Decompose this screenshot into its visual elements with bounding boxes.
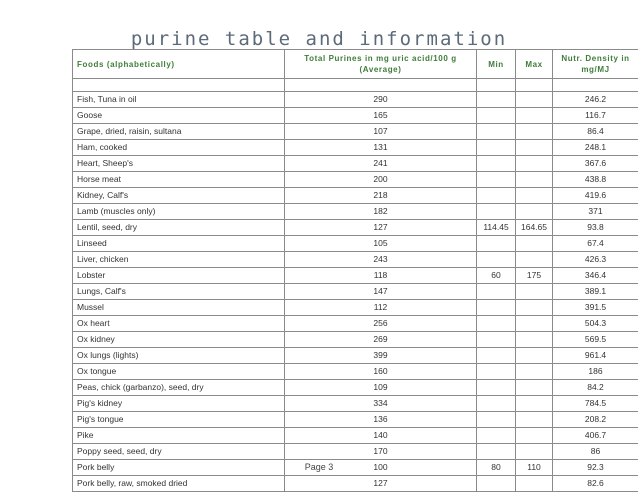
cell-min — [477, 364, 516, 380]
cell-nutr-density: 504.3 — [553, 316, 638, 332]
purine-table — [72, 49, 638, 492]
cell-min — [477, 108, 516, 124]
header-min: Min — [477, 50, 516, 79]
cell-food: Ox kidney — [73, 332, 285, 348]
cell-nutr-density: 84.2 — [553, 380, 638, 396]
cell-min — [477, 428, 516, 444]
table-row — [73, 364, 638, 380]
header-row — [73, 50, 638, 79]
table-row — [73, 92, 638, 108]
cell-max — [516, 108, 553, 124]
cell-food: Peas, chick (garbanzo), seed, dry — [73, 380, 285, 396]
cell-max: 164.65 — [516, 220, 553, 236]
cell-nutr-density: 389.1 — [553, 284, 638, 300]
blank-row — [73, 79, 638, 92]
cell-min — [477, 124, 516, 140]
cell-nutr-density: 367.6 — [553, 156, 638, 172]
cell-total-purines: 147 — [285, 284, 477, 300]
cell-total-purines: 105 — [285, 236, 477, 252]
cell-food: Lentil, seed, dry — [73, 220, 285, 236]
cell-max — [516, 124, 553, 140]
table-row — [73, 140, 638, 156]
cell-food: Kidney, Calf's — [73, 188, 285, 204]
table-row — [73, 284, 638, 300]
table-row — [73, 108, 638, 124]
cell-total-purines: 140 — [285, 428, 477, 444]
cell-nutr-density: 371 — [553, 204, 638, 220]
cell-min — [477, 332, 516, 348]
table-row — [73, 476, 638, 492]
cell-max — [516, 156, 553, 172]
cell-min — [477, 140, 516, 156]
table-row — [73, 332, 638, 348]
cell-nutr-density: 346.4 — [553, 268, 638, 284]
cell-nutr-density: 426.3 — [553, 252, 638, 268]
cell-min — [477, 236, 516, 252]
cell-total-purines: 290 — [285, 92, 477, 108]
cell-nutr-density: 82.6 — [553, 476, 638, 492]
cell-min — [477, 172, 516, 188]
blank-cell — [285, 79, 477, 92]
header-nutr-density: Nutr. Density in mg/MJ — [553, 50, 638, 79]
cell-max — [516, 348, 553, 364]
cell-nutr-density: 569.5 — [553, 332, 638, 348]
page-number: Page 3 — [304, 462, 334, 472]
cell-max — [516, 172, 553, 188]
cell-food: Pike — [73, 428, 285, 444]
cell-max — [516, 332, 553, 348]
cell-max — [516, 316, 553, 332]
cell-max — [516, 396, 553, 412]
table-row — [73, 188, 638, 204]
cell-nutr-density: 961.4 — [553, 348, 638, 364]
blank-cell — [477, 79, 516, 92]
header-max: Max — [516, 50, 553, 79]
cell-food: Ox tongue — [73, 364, 285, 380]
table-row — [73, 396, 638, 412]
cell-food: Ox lungs (lights) — [73, 348, 285, 364]
blank-cell — [553, 79, 638, 92]
cell-total-purines: 269 — [285, 332, 477, 348]
table-row — [73, 412, 638, 428]
cell-min: 60 — [477, 268, 516, 284]
table-row — [73, 220, 638, 236]
cell-total-purines: 165 — [285, 108, 477, 124]
table-row — [73, 252, 638, 268]
cell-food: Pig's kidney — [73, 396, 285, 412]
cell-total-purines: 334 — [285, 396, 477, 412]
page-title: purine table and information — [130, 28, 508, 50]
cell-total-purines: 118 — [285, 268, 477, 284]
cell-nutr-density: 248.1 — [553, 140, 638, 156]
table-row — [73, 300, 638, 316]
cell-nutr-density: 208.2 — [553, 412, 638, 428]
cell-total-purines: 218 — [285, 188, 477, 204]
cell-food: Ham, cooked — [73, 140, 285, 156]
cell-min — [477, 252, 516, 268]
cell-nutr-density: 186 — [553, 364, 638, 380]
cell-food: Poppy seed, seed, dry — [73, 444, 285, 460]
cell-total-purines: 160 — [285, 364, 477, 380]
cell-total-purines: 127 — [285, 220, 477, 236]
cell-nutr-density: 391.5 — [553, 300, 638, 316]
cell-food: Goose — [73, 108, 285, 124]
cell-total-purines: 136 — [285, 412, 477, 428]
table-row — [73, 156, 638, 172]
table-row — [73, 124, 638, 140]
blank-cell — [73, 79, 285, 92]
cell-nutr-density: 67.4 — [553, 236, 638, 252]
cell-nutr-density: 438.8 — [553, 172, 638, 188]
table-row — [73, 348, 638, 364]
cell-min — [477, 204, 516, 220]
cell-total-purines: 182 — [285, 204, 477, 220]
cell-max — [516, 252, 553, 268]
table-row — [73, 444, 638, 460]
cell-min — [477, 188, 516, 204]
cell-max — [516, 444, 553, 460]
table-row — [73, 204, 638, 220]
cell-max — [516, 284, 553, 300]
cell-food: Pork belly, raw, smoked dried — [73, 476, 285, 492]
table-row — [73, 268, 638, 284]
cell-nutr-density: 116.7 — [553, 108, 638, 124]
cell-min — [477, 476, 516, 492]
cell-min — [477, 380, 516, 396]
cell-nutr-density: 784.5 — [553, 396, 638, 412]
cell-food: Fish, Tuna in oil — [73, 92, 285, 108]
header-total-purines: Total Purines in mg uric acid/100 g (Average) — [285, 50, 477, 79]
cell-food: Lungs, Calf's — [73, 284, 285, 300]
cell-max — [516, 204, 553, 220]
cell-max — [516, 412, 553, 428]
cell-total-purines: 100 — [285, 460, 477, 476]
table-row — [73, 428, 638, 444]
table-row — [73, 172, 638, 188]
cell-min: 114.45 — [477, 220, 516, 236]
cell-food: Ox heart — [73, 316, 285, 332]
cell-min — [477, 396, 516, 412]
cell-nutr-density: 86.4 — [553, 124, 638, 140]
blank-cell — [516, 79, 553, 92]
cell-min — [477, 316, 516, 332]
cell-min — [477, 92, 516, 108]
cell-food: Pork belly — [73, 460, 285, 476]
cell-total-purines: 243 — [285, 252, 477, 268]
cell-max — [516, 476, 553, 492]
cell-food: Lamb (muscles only) — [73, 204, 285, 220]
cell-total-purines: 200 — [285, 172, 477, 188]
cell-nutr-density: 92.3 — [553, 460, 638, 476]
cell-min — [477, 284, 516, 300]
cell-total-purines: 107 — [285, 124, 477, 140]
cell-max: 175 — [516, 268, 553, 284]
cell-min: 80 — [477, 460, 516, 476]
cell-min — [477, 412, 516, 428]
cell-max — [516, 236, 553, 252]
cell-nutr-density: 406.7 — [553, 428, 638, 444]
table-row — [73, 236, 638, 252]
cell-food: Liver, chicken — [73, 252, 285, 268]
cell-food: Horse meat — [73, 172, 285, 188]
cell-max — [516, 140, 553, 156]
cell-food: Heart, Sheep's — [73, 156, 285, 172]
cell-food: Lobster — [73, 268, 285, 284]
cell-min — [477, 156, 516, 172]
cell-total-purines: 170 — [285, 444, 477, 460]
cell-total-purines: 127 — [285, 476, 477, 492]
table-row — [73, 316, 638, 332]
cell-nutr-density: 246.2 — [553, 92, 638, 108]
cell-total-purines: 112 — [285, 300, 477, 316]
cell-max — [516, 380, 553, 396]
cell-total-purines: 256 — [285, 316, 477, 332]
cell-total-purines: 131 — [285, 140, 477, 156]
cell-nutr-density: 86 — [553, 444, 638, 460]
cell-max — [516, 92, 553, 108]
cell-food: Pig's tongue — [73, 412, 285, 428]
cell-total-purines: 241 — [285, 156, 477, 172]
cell-max — [516, 188, 553, 204]
cell-min — [477, 348, 516, 364]
cell-food: Mussel — [73, 300, 285, 316]
cell-max — [516, 364, 553, 380]
cell-min — [477, 300, 516, 316]
cell-max — [516, 300, 553, 316]
header-foods: Foods (alphabetically) — [73, 50, 285, 79]
cell-food: Linseed — [73, 236, 285, 252]
cell-food: Grape, dried, raisin, sultana — [73, 124, 285, 140]
table-row — [73, 380, 638, 396]
cell-total-purines: 109 — [285, 380, 477, 396]
cell-total-purines: 399 — [285, 348, 477, 364]
cell-min — [477, 444, 516, 460]
cell-max — [516, 428, 553, 444]
cell-nutr-density: 93.8 — [553, 220, 638, 236]
cell-max: 110 — [516, 460, 553, 476]
cell-nutr-density: 419.6 — [553, 188, 638, 204]
